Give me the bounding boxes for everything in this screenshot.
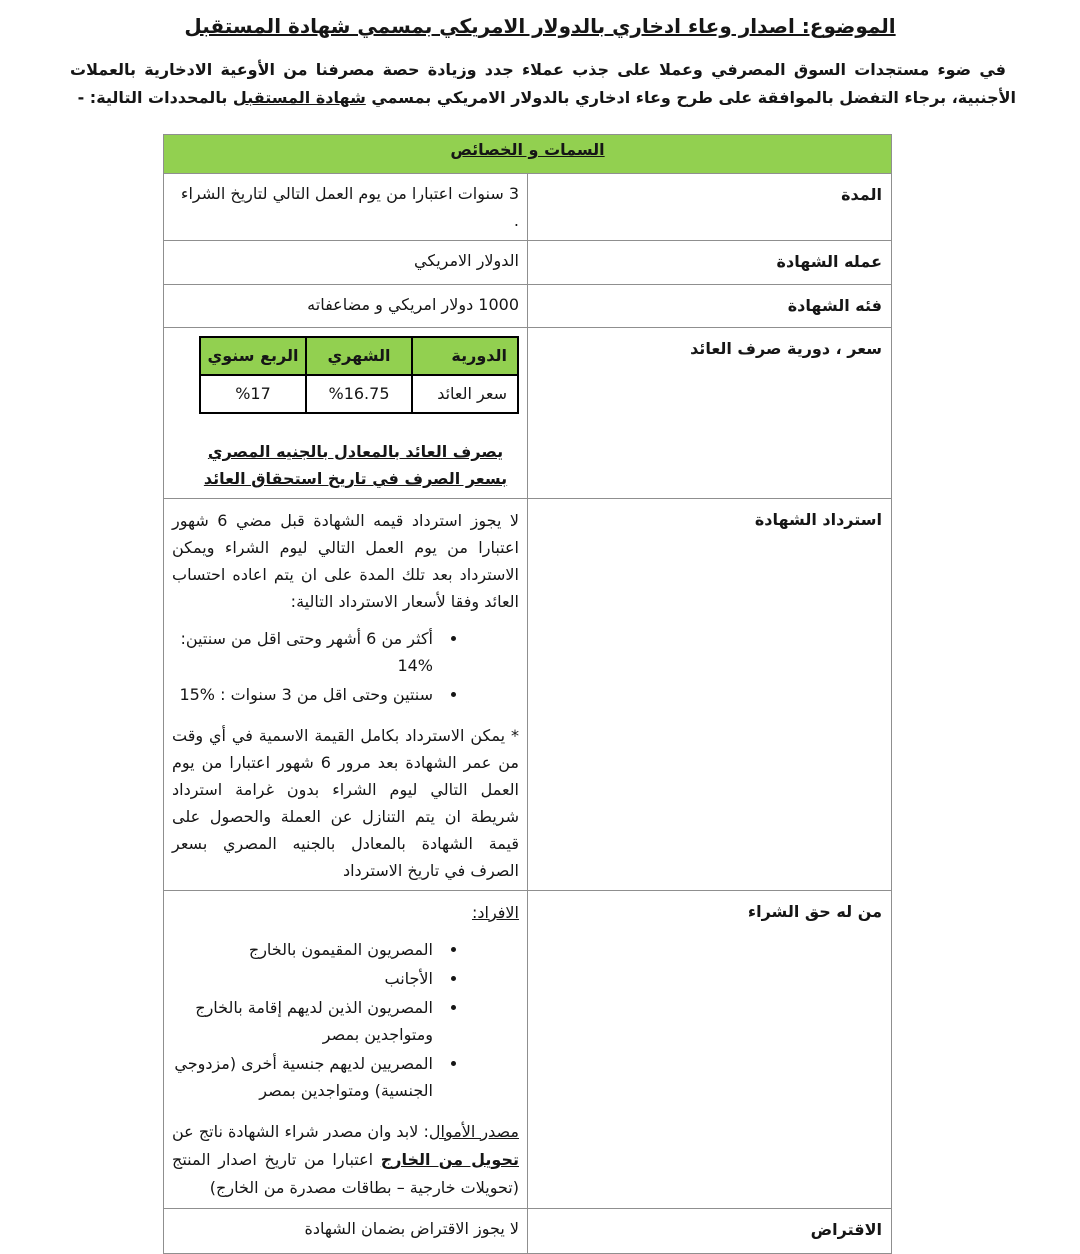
funds-source-heading: مصدر الأموال — [428, 1122, 519, 1141]
funds-source-tail: اعتبارا من تاريخ اصدار المنتج (تحويلات خارجية – بطاقات مصدرة من الخارج) — [172, 1150, 519, 1197]
denomination-label: فئه الشهادة — [528, 285, 892, 328]
rate-table-value-row — [200, 375, 518, 413]
list-item: • أكثر من 6 أشهر وحتى اقل من سنتين: %14 — [172, 625, 439, 679]
list-item: • المصريون المقيمون بالخارج — [172, 936, 439, 963]
redemption-rates-list — [172, 625, 464, 708]
list-item: • سنتين وحتى اقل من 3 سنوات : %15 — [172, 681, 439, 708]
table-row-denomination — [164, 285, 892, 328]
currency-label: عمله الشهادة — [528, 241, 892, 285]
page-title: الموضوع: اصدار وعاء ادخاري بالدولار الامريكي بمسمي شهادة المستقبل — [184, 14, 896, 38]
funds-source-paragraph — [172, 1118, 519, 1202]
rate-quarterly-value: %17 — [200, 375, 306, 413]
rate-header-quarterly: الربع سنوي — [200, 337, 306, 375]
intro-text-tail: بالمحددات التالية: - — [77, 88, 233, 107]
intro-paragraph — [70, 56, 1016, 112]
rate-header-monthly: الشهري — [306, 337, 412, 375]
duration-value: 3 سنوات اعتبارا من يوم العمل التالي لتاريخ الشراء . — [164, 174, 528, 241]
rate-table-header-row — [200, 337, 518, 375]
table-row-redemption — [164, 499, 892, 891]
duration-label: المدة — [528, 174, 892, 241]
features-header-row — [164, 135, 892, 174]
rate-monthly-value: %16.75 — [306, 375, 412, 413]
rate-inner-table — [199, 336, 519, 414]
list-item: • المصريون الذين لديهم إقامة بالخارج ومتواجدين بمصر — [172, 994, 439, 1048]
features-header-cell — [164, 135, 892, 174]
individuals-heading: الافراد: — [471, 903, 519, 922]
eligibility-subtitle — [172, 899, 519, 926]
funds-source-highlight: تحويل من الخارج — [380, 1150, 519, 1169]
intro-text-lead: في ضوء مستجدات السوق المصرفي وعملا على جذب عملاء جدد وزيادة حصة مصرفنا من الأوعية الادخارية بالعملات الأجنبية، برجاء التفضل بالموافقة على طرح وعاء ادخاري بالدولار الامريكي بمسمي — [70, 60, 1016, 107]
rate-payment-note: يصرف العائد بالمعادل بالجنيه المصري بسعر الصرف في تاريخ استحقاق العائد — [203, 442, 508, 488]
table-row-borrowing — [164, 1209, 892, 1254]
funds-source-text: : لابد وان مصدر شراء الشهادة ناتج عن — [172, 1122, 429, 1141]
rate-row-label: سعر العائد — [412, 375, 518, 413]
eligibility-list — [172, 936, 464, 1104]
borrowing-label: الاقتراض — [528, 1209, 892, 1254]
borrowing-value: لا يجوز الاقتراض بضمان الشهادة — [164, 1209, 528, 1254]
currency-value: الدولار الامريكي — [164, 241, 528, 285]
rate-label: سعر ، دورية صرف العائد — [528, 328, 892, 499]
eligibility-content-cell — [164, 891, 528, 1209]
list-item: • المصريين لديهم جنسية أخرى (مزدوجي الجنسية) ومتواجدين بمصر — [172, 1050, 439, 1104]
table-row-rate — [164, 328, 892, 499]
features-header-title: السمات و الخصائص — [450, 140, 605, 159]
denomination-value: 1000 دولار امريكي و مضاعفاته — [164, 285, 528, 328]
features-table — [163, 134, 892, 1254]
redemption-paragraph: لا يجوز استرداد قيمه الشهادة قبل مضي 6 شهور اعتبارا من يوم العمل التالي ليوم الشراء ويمكن الاسترداد بعد تلك المدة على ان يتم اعاده احتساب العائد وفقا لأسعار الاسترداد التالية: — [172, 511, 520, 611]
table-row-currency — [164, 241, 892, 285]
certificate-name-highlight: شهادة المستقبل — [232, 88, 366, 107]
table-row-duration — [164, 174, 892, 241]
redemption-note: * يمكن الاسترداد بكامل القيمة الاسمية في أي وقت من عمر الشهادة بعد مرور 6 شهور اعتبارا من يوم العمل التالي ليوم الشراء بدون غرامة استرداد شريطة ان يتم التنازل عن العملة والحصول على قيمة الشهادة بالمعادل بالجنيه المصري بسعر الصرف في تاريخ الاسترداد — [172, 726, 520, 880]
eligibility-label: من له حق الشراء — [528, 891, 892, 1209]
redemption-content-cell — [164, 499, 528, 891]
redemption-label: استرداد الشهادة — [528, 499, 892, 891]
rate-content-cell — [164, 328, 528, 499]
document-page — [0, 14, 1080, 1254]
list-item: • الأجانب — [172, 965, 439, 992]
table-row-eligibility — [164, 891, 892, 1209]
rate-header-periodicity: الدورية — [412, 337, 518, 375]
